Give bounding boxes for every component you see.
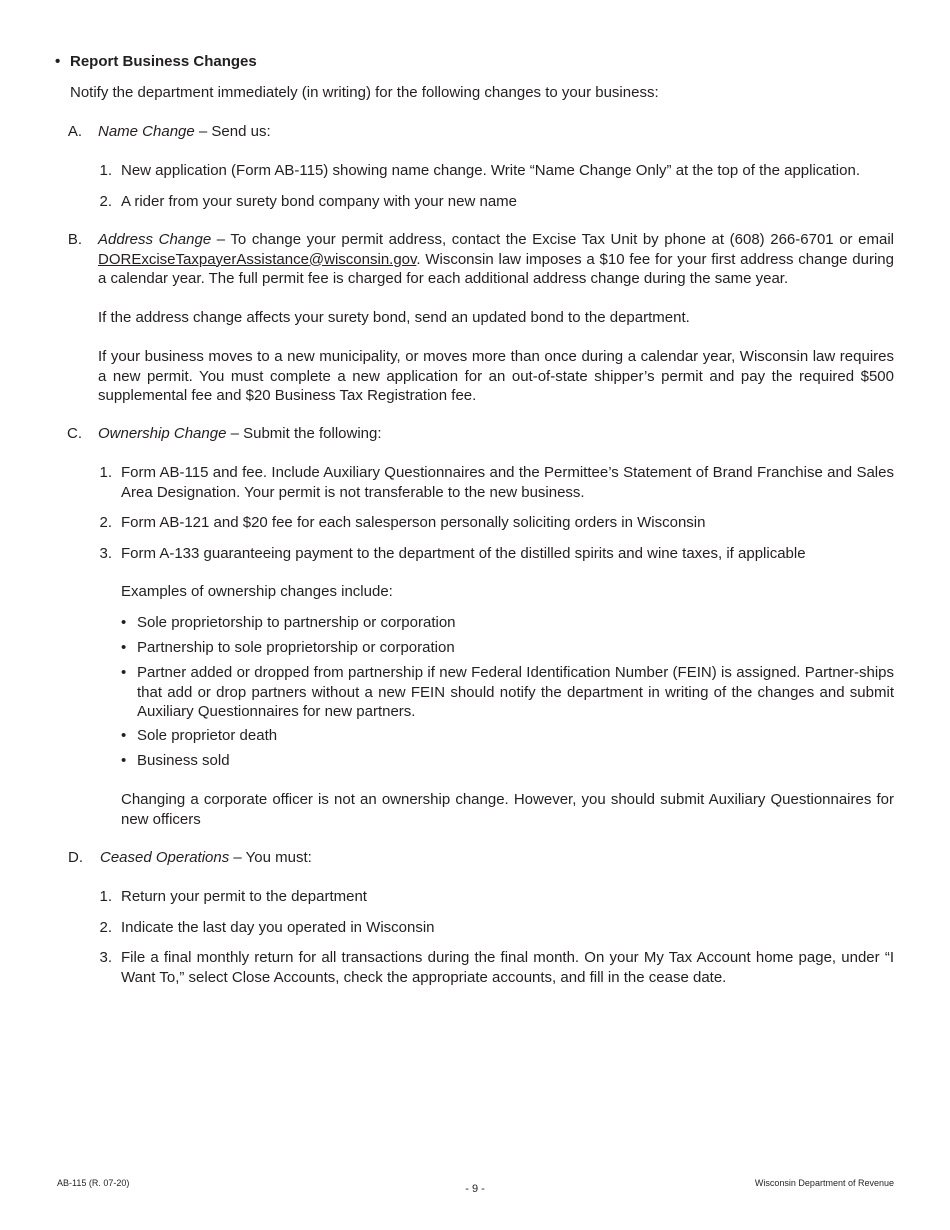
email-link[interactable]: DORExciseTaxpayerAssistance@wisconsin.gov: [98, 250, 417, 268]
heading-bullet: •: [55, 53, 61, 70]
intro-text: Notify the department immediately (in writing) for the following changes to your business:: [70, 84, 659, 101]
example-2-text: Partnership to sole proprietorship or corporation: [137, 639, 455, 656]
example-5-text: Business sold: [137, 752, 230, 769]
section-c-item-2-text: Form AB-121 and $20 fee for each salesperson personally soliciting orders in Wisconsin: [121, 514, 706, 531]
section-b-letter: B.: [67, 231, 82, 248]
section-d-item-2-number: 2.: [99, 919, 112, 936]
section-b-lead: – To change your permit address, contact the Excise Tax Unit by phone at (608) 266-6701 or email: [211, 231, 894, 248]
section-heading: [55, 52, 257, 72]
section-a-item-1-number: 1.: [99, 162, 112, 179]
section-a-title: Name Change: [98, 123, 195, 140]
section-d-tail: – You must:: [229, 849, 312, 866]
section-a-item-2-number: 2.: [99, 193, 112, 210]
section-c-tail: – Submit the following:: [226, 425, 382, 442]
section-d-item-3-number: 3.: [99, 949, 112, 966]
section-d-item-3-text: File a final monthly return for all transactions during the final month. On your My Tax Account home page, under “I Want To,” select Close Accounts, check the appropriate accounts, and fill in the cease date.: [121, 949, 894, 986]
example-1-bullet: •: [121, 614, 127, 631]
section-b-title: Address Change: [98, 231, 212, 248]
section-c-item-2-number: 2.: [99, 514, 112, 531]
example-2-bullet: •: [121, 639, 127, 656]
section-c-item-3-text: Form A-133 guaranteeing payment to the department of the distilled spirits and wine taxes, if applicable: [121, 545, 806, 562]
ownership-note: Changing a corporate officer is not an ownership change. However, you should submit Auxiliary Questionnaires for new officers: [121, 791, 894, 828]
heading-title: Report Business Changes: [70, 53, 257, 70]
footer-form-id: AB-115 (R. 07-20): [57, 1178, 130, 1188]
section-a-item-2-text: A rider from your surety bond company with your new name: [121, 193, 518, 210]
section-a-heading: [98, 122, 271, 142]
section-c-title: Ownership Change: [98, 425, 227, 442]
footer-page-number: - 9 -: [465, 1183, 485, 1195]
section-d-item-1-text: Return your permit to the department: [121, 888, 367, 905]
section-d-title: Ceased Operations: [100, 849, 230, 866]
section-d-item-2-text: Indicate the last day you operated in Wisconsin: [121, 919, 435, 936]
example-3-text: Partner added or dropped from partnership if new Federal Identification Number (FEIN) is assigned. Partner-ships that add or drop partners without a new FEIN should notify the department in writing of the changes and submit Auxiliary Questionnaires for new partners.: [137, 664, 894, 720]
section-c-item-1-text: Form AB-115 and fee. Include Auxiliary Questionnaires and the Permittee’s Statement of Brand Franchise and Sales Area Designation. Your permit is not transferable to the new business.: [121, 464, 894, 501]
section-d-letter: D.: [68, 849, 83, 866]
section-c-item-1-number: 1.: [99, 464, 112, 481]
footer-agency: Wisconsin Department of Revenue: [754, 1178, 894, 1188]
section-d-heading: [100, 848, 312, 868]
section-a-item-1-text: New application (Form AB-115) showing name change. Write “Name Change Only” at the top of the application.: [121, 162, 860, 179]
section-b-paragraph-3: If your business moves to a new municipality, or moves more than once during a calendar year, Wisconsin law requires a new permit. You must complete a new application for an out-of-state shipper’s permit and pay the required $500 supplemental fee and $20 Business Tax Registration fee.: [98, 348, 894, 404]
section-a-letter: A.: [67, 123, 82, 140]
example-1-text: Sole proprietorship to partnership or corporation: [137, 614, 456, 631]
section-c-heading: [98, 424, 382, 444]
section-b-paragraph-2: If the address change affects your surety bond, send an updated bond to the department.: [98, 309, 690, 326]
section-c-item-3-number: 3.: [99, 545, 112, 562]
example-5-bullet: •: [121, 752, 127, 769]
examples-intro: Examples of ownership changes include:: [121, 583, 393, 600]
section-a-tail: – Send us:: [194, 123, 271, 140]
example-3-bullet: •: [121, 664, 127, 681]
section-b-rest: . Wisconsin law imposes a $10 fee for your first address change during a calendar year. The full permit fee is charged for each additional address change during the same year.: [98, 250, 894, 287]
section-c-letter: C.: [67, 425, 82, 442]
section-d-item-1-number: 1.: [99, 888, 112, 905]
section-b-paragraph-1: [98, 230, 894, 289]
example-4-bullet: •: [121, 727, 127, 744]
example-4-text: Sole proprietor death: [137, 727, 278, 744]
